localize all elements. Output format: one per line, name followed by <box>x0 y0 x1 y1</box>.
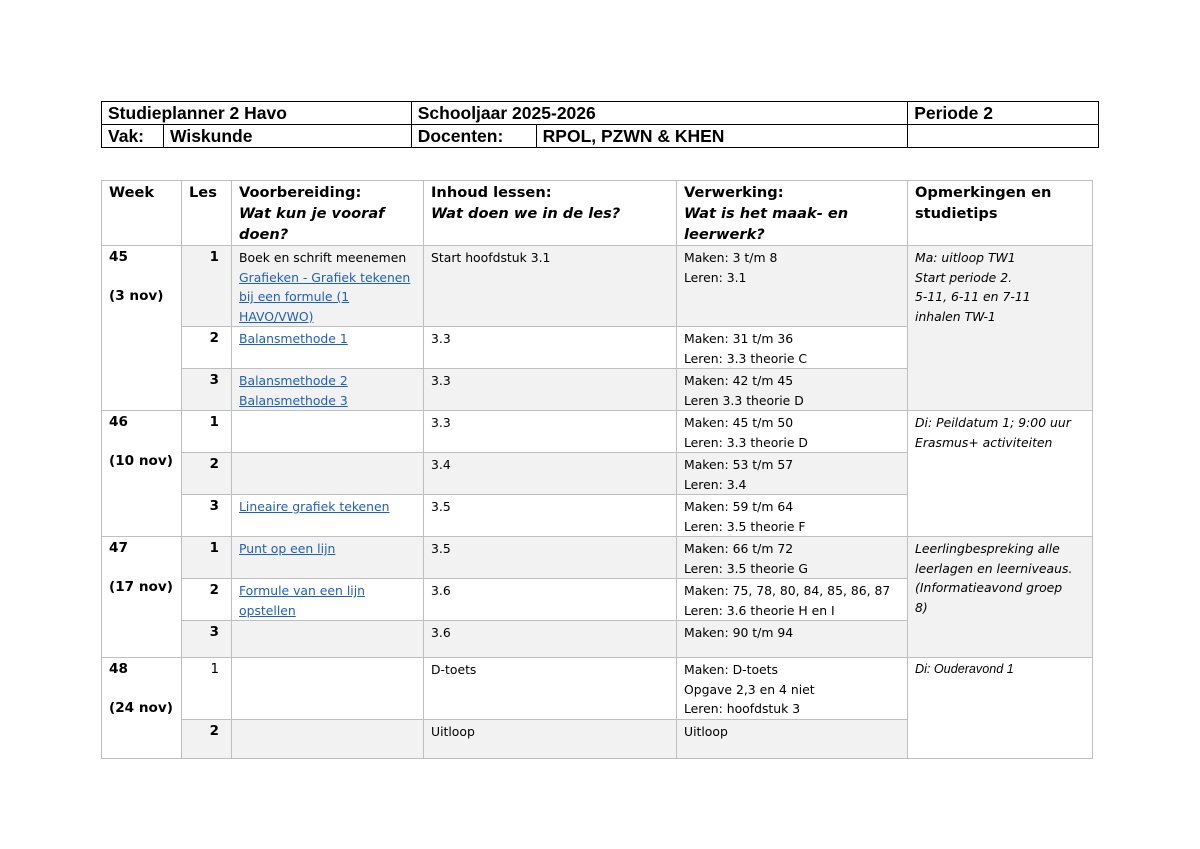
homework-line: Maken: D-toets <box>684 662 778 677</box>
note-line: Leerlingbespreking alle <box>915 541 1060 556</box>
lesson-number: 1 <box>182 658 232 720</box>
lesson-number: 1 <box>182 246 232 327</box>
prep-link[interactable]: Balansmethode 1 <box>239 331 348 346</box>
table-row <box>102 658 1093 720</box>
col-week: Week <box>102 181 182 246</box>
homework-line: Leren: 3.4 <box>684 476 747 492</box>
column-header-row <box>102 181 1093 246</box>
subject-label: Vak: <box>102 125 164 148</box>
week-number: 45 <box>109 249 128 265</box>
prep-link[interactable]: Balansmethode 3 <box>239 392 348 408</box>
homework-cell <box>677 537 908 579</box>
planner-table <box>101 180 1093 759</box>
table-row <box>102 537 1093 579</box>
prep-link[interactable]: bij een formule (1 <box>239 289 350 304</box>
prep-link[interactable]: Formule van een lijn <box>239 583 366 598</box>
homework-line: Maken: 90 t/m 94 <box>684 625 794 640</box>
lesson-content: 3.3 <box>424 411 677 453</box>
prep-cell <box>232 495 424 537</box>
prep-link[interactable]: Balansmethode 2 <box>239 373 348 388</box>
lesson-number: 2 <box>182 453 232 495</box>
week-cell <box>102 658 182 759</box>
homework-cell <box>677 453 908 495</box>
week-cell <box>102 246 182 411</box>
table-row <box>102 246 1093 327</box>
homework-line: Uitloop <box>684 723 728 739</box>
homework-line: Maken: 75, 78, 80, 84, 85, 86, 87 <box>684 583 891 598</box>
prep-link[interactable]: opstellen <box>239 602 296 618</box>
note-line: Ma: uitloop TW1 <box>915 250 1016 265</box>
note-line: Start periode 2. <box>915 269 1013 285</box>
week-number: 48 <box>109 661 128 677</box>
notes-cell <box>908 658 1093 759</box>
col-voorbereiding: Voorbereiding: Wat kun je vooraf doen? <box>232 181 424 246</box>
lesson-content: 3.5 <box>424 537 677 579</box>
prep-text: Boek en schrift meenemen <box>239 250 407 265</box>
lesson-content: D-toets <box>424 658 677 720</box>
teachers-label: Docenten: <box>411 125 536 148</box>
note-line: Di: Ouderavond 1 <box>915 662 1014 676</box>
homework-cell <box>677 658 908 720</box>
teachers: RPOL, PZWN & KHEN <box>536 125 908 148</box>
lesson-content: 3.3 <box>424 327 677 369</box>
col-inhoud: Inhoud lessen: Wat doen we in de les? <box>424 181 677 246</box>
note-line: (Informatieavond groep <box>915 580 1063 595</box>
note-line: inhalen TW-1 <box>915 308 996 324</box>
lesson-content: 3.6 <box>424 621 677 658</box>
header-row-1 <box>102 102 1099 125</box>
lesson-number: 1 <box>182 411 232 453</box>
lesson-number: 2 <box>182 579 232 621</box>
note-line: 5-11, 6-11 en 7-11 <box>915 289 1031 304</box>
homework-line: Maken: 42 t/m 45 <box>684 373 794 388</box>
homework-cell <box>677 246 908 327</box>
notes-cell <box>908 411 1093 537</box>
notes-cell <box>908 246 1093 411</box>
prep-cell <box>232 658 424 720</box>
week-number: 46 <box>109 414 128 430</box>
prep-cell <box>232 719 424 758</box>
homework-line: Maken: 59 t/m 64 <box>684 499 794 514</box>
note-line: leerlagen en leerniveaus. <box>915 560 1073 576</box>
homework-line: Leren: 3.6 theorie H en I <box>684 602 835 618</box>
prep-link[interactable]: HAVO/VWO) <box>239 308 314 324</box>
lesson-content: Uitloop <box>424 719 677 758</box>
lesson-number: 3 <box>182 495 232 537</box>
homework-cell <box>677 327 908 369</box>
prep-link[interactable]: Lineaire grafiek tekenen <box>239 499 390 514</box>
week-date: (17 nov) <box>109 578 173 595</box>
period: Periode 2 <box>908 102 1099 125</box>
week-number: 47 <box>109 540 128 556</box>
lesson-number: 3 <box>182 621 232 658</box>
prep-cell <box>232 369 424 411</box>
prep-cell <box>232 411 424 453</box>
lesson-number: 3 <box>182 369 232 411</box>
homework-line: Leren: 3.3 theorie D <box>684 434 808 450</box>
notes-cell <box>908 537 1093 658</box>
lesson-content: 3.4 <box>424 453 677 495</box>
homework-line: Leren: 3.1 <box>684 269 747 285</box>
homework-line: Maken: 31 t/m 36 <box>684 331 794 346</box>
homework-line: Leren: hoofdstuk 3 <box>684 701 801 716</box>
homework-line: Leren 3.3 theorie D <box>684 392 804 408</box>
homework-cell <box>677 495 908 537</box>
note-line: Erasmus+ activiteiten <box>915 434 1053 450</box>
table-row <box>102 411 1093 453</box>
note-line: 8) <box>915 599 928 615</box>
col-verwerking: Verwerking: Wat is het maak- en leerwerk? <box>677 181 908 246</box>
homework-line: Leren: 3.3 theorie C <box>684 350 808 366</box>
lesson-content: 3.5 <box>424 495 677 537</box>
week-date: (10 nov) <box>109 452 173 469</box>
homework-line: Maken: 45 t/m 50 <box>684 415 794 430</box>
school-year: Schooljaar 2025-2026 <box>411 102 908 125</box>
lesson-number: 2 <box>182 327 232 369</box>
homework-line: Maken: 66 t/m 72 <box>684 541 794 556</box>
header-empty-cell <box>908 125 1099 148</box>
prep-cell <box>232 621 424 658</box>
prep-cell <box>232 537 424 579</box>
homework-cell <box>677 621 908 658</box>
header-row-2 <box>102 125 1099 148</box>
prep-link[interactable]: Grafieken - Grafiek tekenen <box>239 269 411 285</box>
lesson-content: 3.6 <box>424 579 677 621</box>
homework-line: Leren: 3.5 theorie G <box>684 560 808 576</box>
lesson-content: Start hoofdstuk 3.1 <box>424 246 677 327</box>
homework-cell <box>677 369 908 411</box>
homework-line: Opgave 2,3 en 4 niet <box>684 681 815 697</box>
lesson-number: 1 <box>182 537 232 579</box>
prep-cell <box>232 246 424 327</box>
homework-cell <box>677 579 908 621</box>
col-opmerkingen: Opmerkingen en studietips <box>908 181 1093 246</box>
week-cell <box>102 411 182 537</box>
week-date: (24 nov) <box>109 699 173 716</box>
prep-cell <box>232 327 424 369</box>
col-les: Les <box>182 181 232 246</box>
homework-line: Leren: 3.5 theorie F <box>684 518 806 534</box>
lesson-number: 2 <box>182 719 232 758</box>
header-table <box>101 101 1099 148</box>
lesson-content: 3.3 <box>424 369 677 411</box>
homework-cell <box>677 719 908 758</box>
week-date: (3 nov) <box>109 287 164 304</box>
homework-cell <box>677 411 908 453</box>
prep-cell <box>232 579 424 621</box>
subject: Wiskunde <box>163 125 411 148</box>
week-cell <box>102 537 182 658</box>
note-line: Di: Peildatum 1; 9:00 uur <box>915 415 1071 430</box>
prep-link[interactable]: Punt op een lijn <box>239 541 336 556</box>
prep-cell <box>232 453 424 495</box>
planner-title: Studieplanner 2 Havo <box>102 102 412 125</box>
homework-line: Maken: 53 t/m 57 <box>684 457 794 472</box>
homework-line: Maken: 3 t/m 8 <box>684 250 778 265</box>
